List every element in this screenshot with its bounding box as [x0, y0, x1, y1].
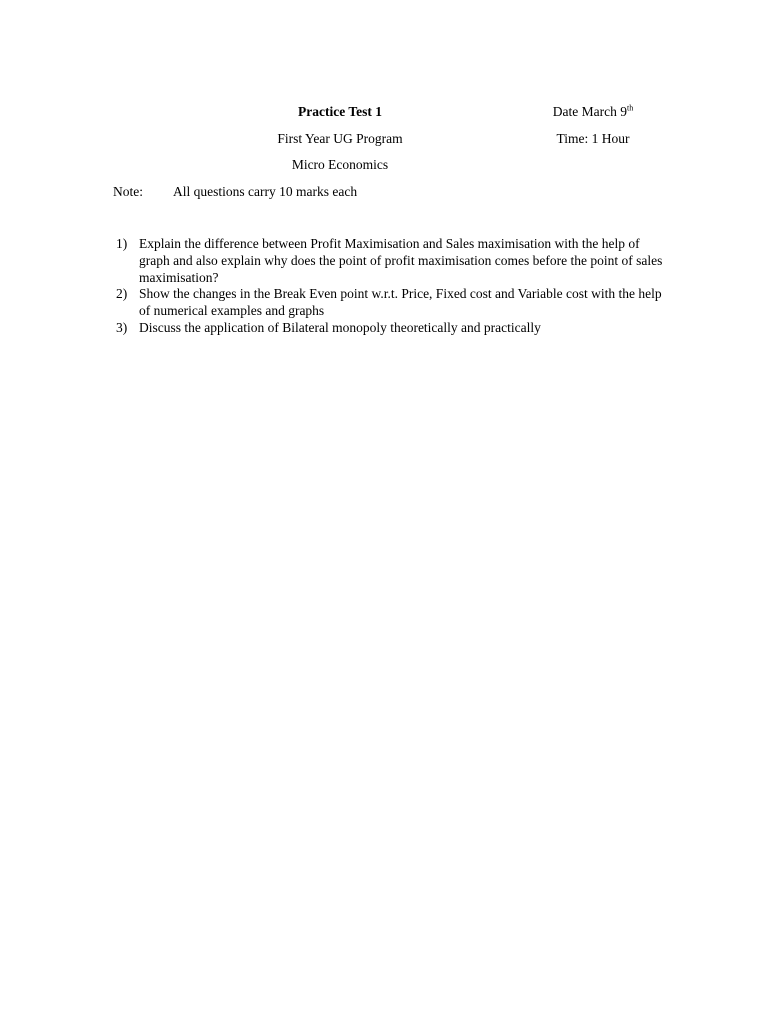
question-item — [113, 320, 673, 337]
exam-duration: Time: 1 Hour — [556, 131, 630, 146]
question-text: Show the changes in the Break Even point w.r.t. Price, Fixed cost and Variable cost with the help of numerical examples and graphs — [139, 286, 662, 319]
question-number: 2) — [116, 286, 128, 302]
subject-name: Micro Economics — [291, 157, 389, 172]
question-list — [113, 236, 673, 337]
question-item — [113, 286, 673, 320]
exam-date-suffix: th — [626, 103, 634, 113]
page-title: Practice Test 1 — [298, 104, 382, 119]
question-text: Discuss the application of Bilateral monopoly theoretically and practically — [139, 319, 541, 335]
question-item — [113, 236, 673, 286]
note-label: Note: — [113, 184, 143, 199]
question-number: 3) — [116, 319, 128, 335]
exam-date — [530, 104, 656, 120]
program-name: First Year UG Program — [277, 131, 403, 146]
question-text: Explain the difference between Profit Maximisation and Sales maximisation with the help of graph and also explain why does the point of profit maximisation comes before the point of sales maximisation? — [139, 236, 663, 285]
question-number: 1) — [116, 236, 128, 251]
exam-date-label: Date March 9 — [552, 104, 627, 119]
note-text: All questions carry 10 marks each — [173, 184, 358, 199]
